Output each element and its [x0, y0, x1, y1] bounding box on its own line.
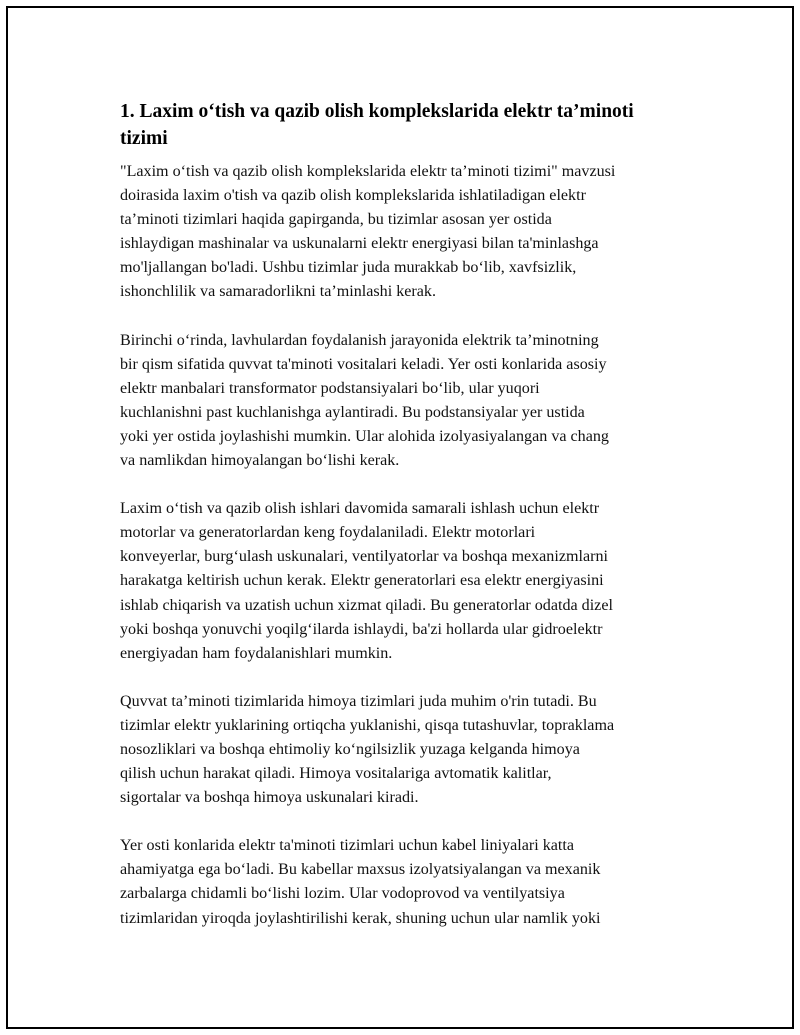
- paragraph-2: Birinchi o‘rinda, lavhulardan foydalanish jarayonida elektrik ta’minotning bir qism sifatida quvvat ta'minoti vositalari keladi. Yer osti konlarida asosiy elektr manbalari transformator podstansiyalari bo‘lib, ular yuqori kuchlanishni past kuchlanishga aylantiradi. Bu podstansiyalar yer ustida yoki yer ostida joylashishi mumkin. Ular alohida izolyasiyalangan va chang va namlikdan himoyalangan bo‘lishi kerak.: [120, 331, 609, 470]
- section-heading: 1. Laxim o‘tish va qazib olish komplekslarida elektr ta’minoti tizimi: [120, 101, 634, 149]
- document-body: [120, 98, 690, 955]
- paragraph-3: Laxim o‘tish va qazib olish ishlari davomida samarali ishlash uchun elektr motorlar va generatorlardan keng foydalaniladi. Elektr motorlari konveyerlar, burg‘ulash uskunalari, ventilyatorlar va boshqa mexanizmlarni harakatga keltirish uchun kerak. Elektr generatorlari esa elektr energiyasini ishlab chiqarish va uzatish uchun xizmat qiladi. Bu generatorlar odatda dizel yoki boshqa yonuvchi yoqilg‘ilarda ishlaydi, ba'zi hollarda ular gidroelektr energiyadan ham foydalanishlari mumkin.: [120, 500, 613, 662]
- page-frame: [6, 6, 794, 1029]
- paragraph-5: Yer osti konlarida elektr ta'minoti tizimlari uchun kabel liniyalari katta ahamiyatga ega bo‘ladi. Bu kabellar maxsus izolyatsiyalangan va mexanik zarbalarga chidamli bo‘lishi lozim. Ular vodoprovod va ventilyatsiya tizimlaridan yiroqda joylashtirilishi kerak, shuning uchun ular namlik yoki: [120, 837, 601, 927]
- paragraph-1: "Laxim o‘tish va qazib olish komplekslarida elektr ta’minoti tizimi" mavzusi doirasida laxim o'tish va qazib olish komplekslarida ishlatiladigan elektr ta’minoti tizimlari haqida gapirganda, bu tizimlar asosan yer ostida ishlaydigan mashinalar va uskunalarni elektr energiyasi bilan ta'minlashga mo'ljallangan bo'ladi. Ushbu tizimlar juda murakkab bo‘lib, xavfsizlik, ishonchlilik va samaradorlikni ta’minlashi kerak.: [120, 163, 616, 301]
- paragraph-4: Quvvat ta’minoti tizimlarida himoya tizimlari juda muhim o'rin tutadi. Bu tizimlar elektr yuklarining ortiqcha yuklanishi, qisqa tutashuvlar, topraklama nosozliklari va boshqa ehtimoliy ko‘ngilsizlik yuzaga kelganda himoya qilish uchun harakat qiladi. Himoya vositalariga avtomatik kalitlar, sigortalar va boshqa himoya uskunalari kiradi.: [120, 692, 615, 807]
